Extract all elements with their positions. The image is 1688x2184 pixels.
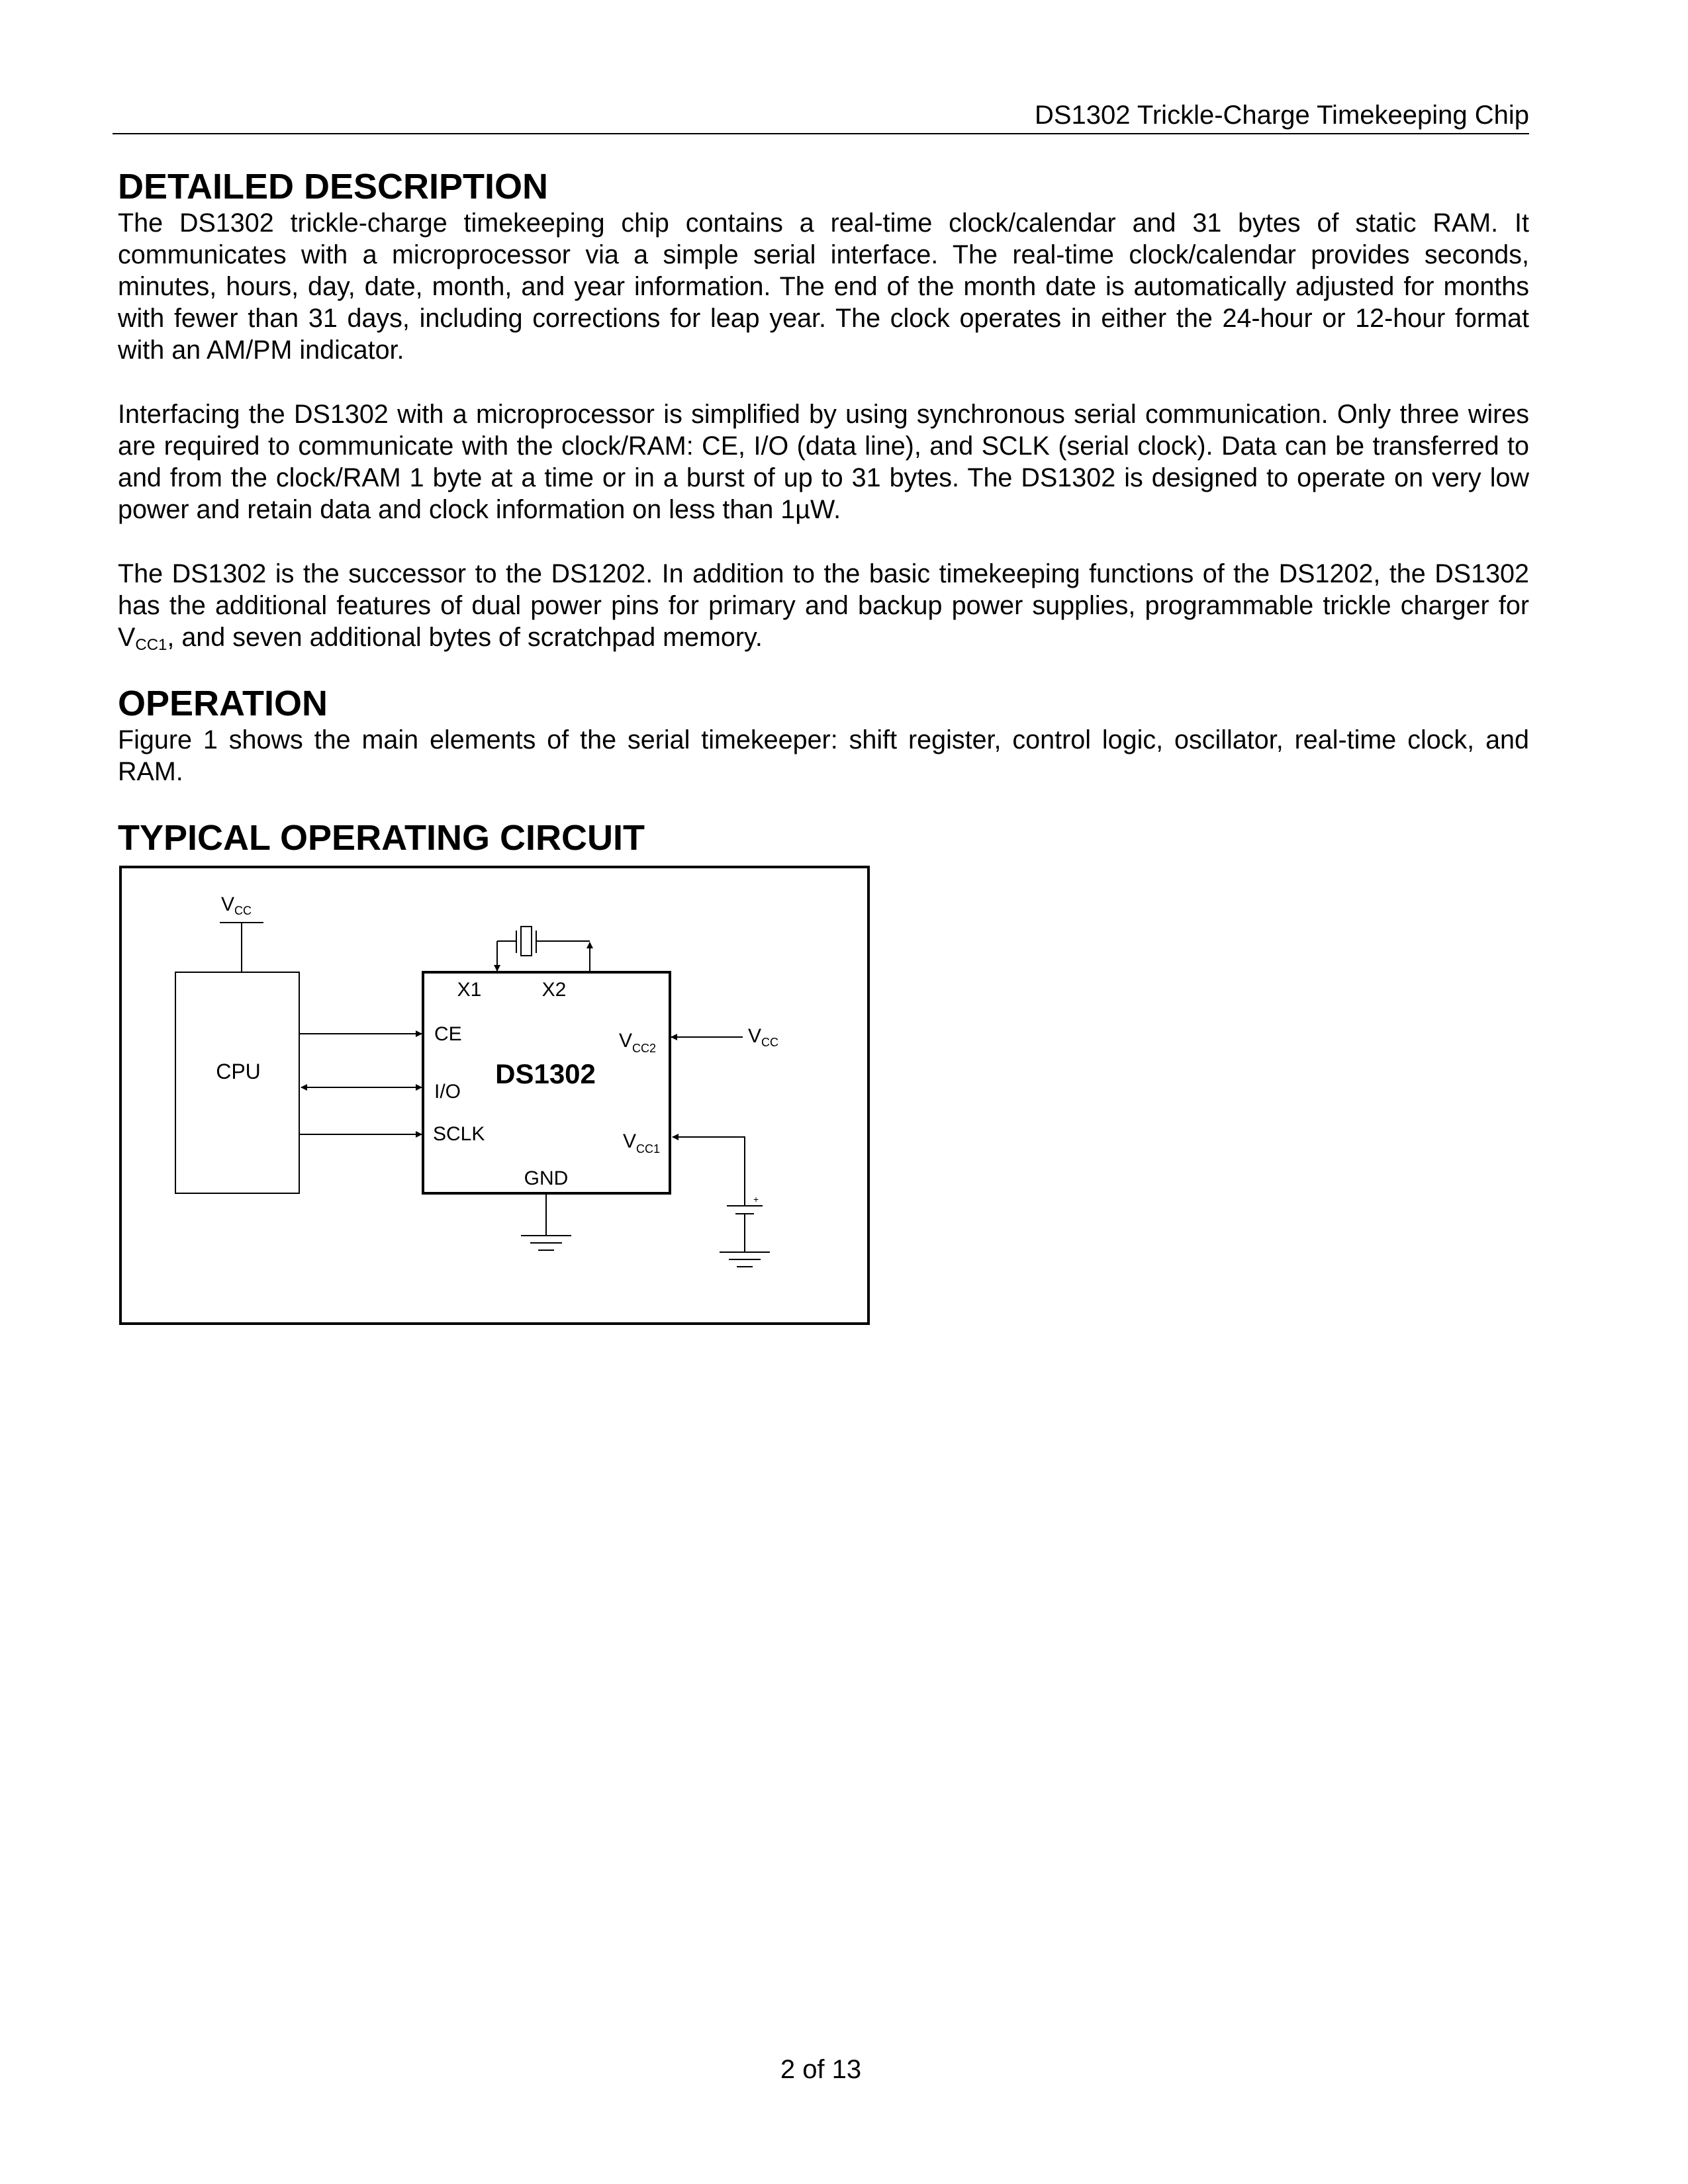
vcc-right-label: $V_{CC}$ xyxy=(748,1025,779,1049)
running-header: DS1302 Trickle-Charge Timekeeping Chip xyxy=(1034,101,1529,130)
section-title-operation: OPERATION xyxy=(118,684,328,723)
cpu-label: CPU xyxy=(216,1060,261,1083)
section-title-typical-operating-circuit: TYPICAL OPERATING CIRCUIT xyxy=(118,818,645,858)
header-rule xyxy=(113,133,1529,134)
paragraph-description-3: The DS1302 is the successor to the DS1202. In addition to the basic timekeeping functions of the DS1202, the DS1302 has the additional features of dual power pins for primary and backup power supplies, programmable trickle charger for $V_{CC1}$, and seven additional bytes of scratchpad memory. xyxy=(118,559,1529,654)
battery-ground-icon xyxy=(720,1252,770,1267)
pin-io: I/O xyxy=(434,1081,461,1103)
paragraph-description-1: The DS1302 trickle-charge timekeeping chip contains a real-time clock/calendar and 31 bytes of static RAM. It communicates with a microprocessor via a simple serial interface. The real-time clock/calendar provides seconds, minutes, hours, day, date, month, and year information. The end of the month date is automatically adjusted for months with fewer than 31 days, including corrections for leap year. The clock operates in either the 24-hour or 12-hour format with an AM/PM indicator. xyxy=(118,208,1529,365)
vcc-label: $V_{CC}$ xyxy=(221,893,252,917)
pin-vcc2: $V_{CC2}$ xyxy=(619,1030,657,1055)
crystal-icon xyxy=(497,927,590,972)
pin-gnd: GND xyxy=(524,1167,569,1189)
circuit-diagram xyxy=(119,866,870,1325)
pin-x2: X2 xyxy=(541,979,567,1001)
paragraph-description-2: Interfacing the DS1302 with a microprocessor is simplified by using synchronous serial communication. Only three wires are required to communicate with the clock/RAM: CE, I/O (data line), and SCLK (serial clock). Data can be transferred to and from the clock/RAM 1 byte at a time or in a burst of up to 31 bytes. The DS1302 is designed to operate on very low power and retain data and clock information on less than 1µW. xyxy=(118,400,1529,524)
paragraph-operation: Figure 1 shows the main elements of the serial timekeeper: shift register, control logic, oscillator, real-time clock, and RAM. xyxy=(118,725,1529,786)
ground-icon xyxy=(521,1193,571,1250)
page-number: 2 of 13 xyxy=(780,2055,862,2084)
svg-text:+: + xyxy=(753,1194,759,1205)
battery-icon xyxy=(727,1178,763,1252)
vcc1-line xyxy=(673,1137,745,1178)
pin-ce: CE xyxy=(434,1023,462,1045)
pin-sclk: SCLK xyxy=(433,1123,485,1145)
chip-label: DS1302 xyxy=(495,1058,596,1089)
pin-vcc1: $V_{CC1}$ xyxy=(623,1130,661,1156)
pin-x1: X1 xyxy=(457,979,482,1001)
section-title-detailed-description: DETAILED DESCRIPTION xyxy=(118,167,549,206)
